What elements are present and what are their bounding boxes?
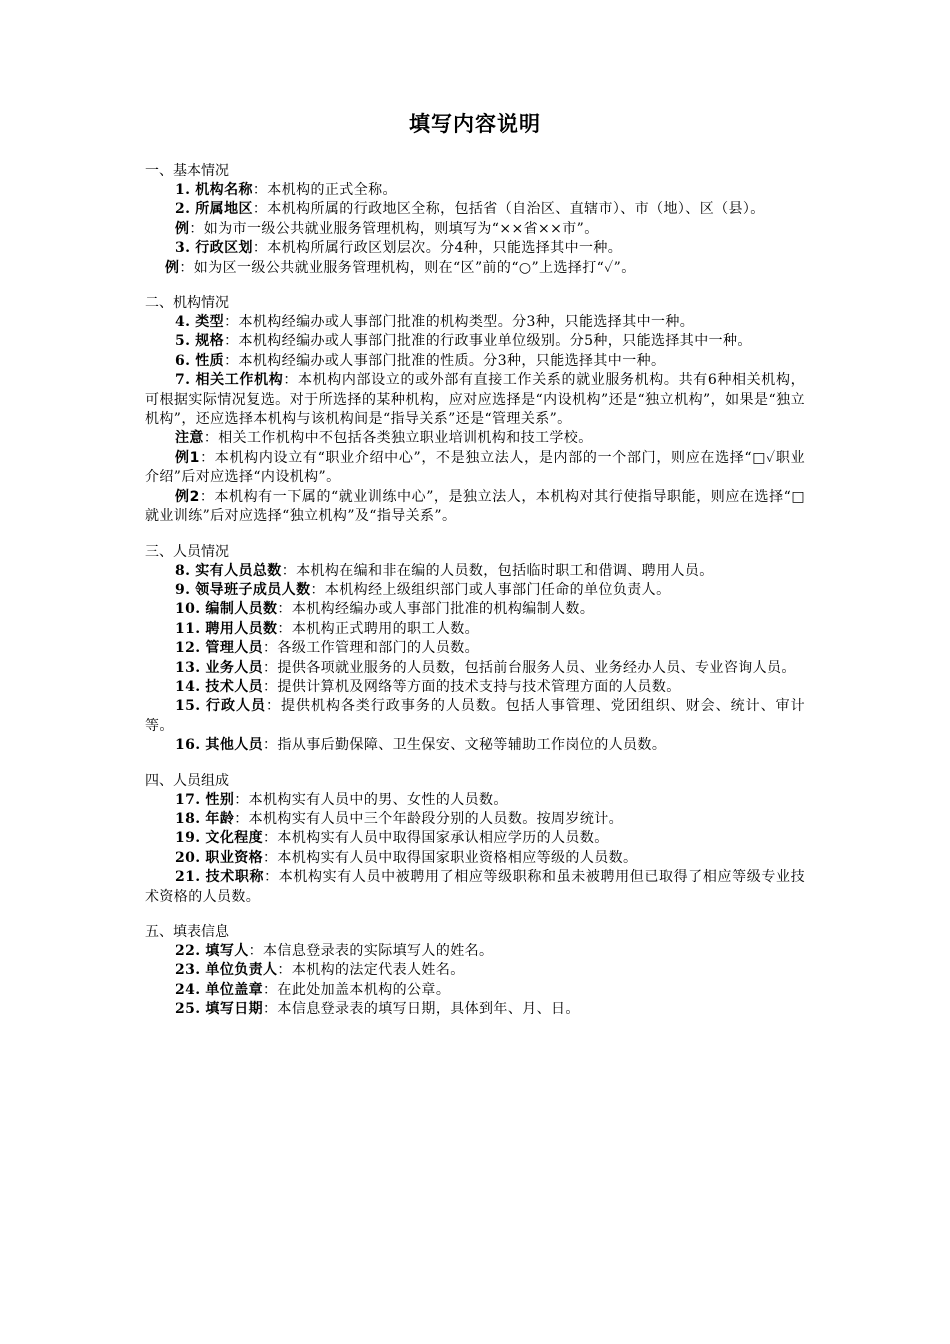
item-description: ：本机构经上级组织部门或人事部门任命的单位负责人。 (310, 581, 671, 598)
instruction-item (145, 659, 805, 678)
item-number: 8. (175, 562, 191, 579)
item-number: 25. (175, 1001, 201, 1018)
item-number: 2. (175, 201, 191, 218)
item-description: ：本信息登录表的填写日期，具体到年、月、日。 (263, 1001, 580, 1018)
instruction-item (145, 332, 805, 351)
item-description: ：本机构所属行政区划层次。分4种，只能选择其中一种。 (252, 240, 623, 257)
item-description: ：本机构经编办或人事部门批准的机构编制人数。 (277, 601, 595, 618)
item-number: 13. (175, 659, 201, 676)
item-number: 19. (175, 830, 201, 847)
instruction-item (145, 429, 805, 448)
item-number: 20. (175, 849, 201, 866)
item-term: 职业资格 (205, 849, 264, 866)
item-term: 编制人员数 (205, 601, 278, 618)
item-description: ：本机构的正式全称。 (252, 182, 397, 198)
item-description: ：本机构有一下属的“就业训练中心”，是独立法人，本机构对其行使指导职能，则应在选择“□就业训练”后对应选择“独立机构”及“指导关系”。 (145, 488, 805, 525)
item-number: 11. (175, 620, 201, 637)
item-term: 所属地区 (195, 201, 253, 218)
section-heading: 五、填表信息 (145, 924, 229, 940)
instruction-item (145, 849, 805, 868)
instruction-item (145, 791, 805, 810)
item-description: ：相关工作机构中不包括各类独立职业培训机构和技工学校。 (203, 430, 593, 447)
item-number: 14. (175, 678, 201, 695)
item-description: ：提供各项就业服务的人员数，包括前台服务人员、业务经办人员、专业咨询人员。 (263, 659, 796, 676)
instruction-item (145, 942, 805, 961)
item-description: ：本机构实有人员中被聘用了相应等级职称和虽未被聘用但已取得了相应等级专业技术资格的人员数。 (145, 869, 805, 905)
section-heading: 二、机构情况 (145, 295, 229, 312)
item-description: ：本机构内部设立的或外部有直接工作关系的就业服务机构。共有6种相关机构，可根据实际情况复选。对于所选择的某种机构，应对应选择是“内设机构”还是“独立机构”，如果是“独立机构”，还应选择本机构与该机构间是“指导关系”还是“管理关系”。 (145, 372, 805, 428)
item-term: 填写人 (205, 943, 249, 959)
item-term: 聘用人员数 (205, 620, 278, 637)
item-term: 规格 (195, 333, 225, 350)
item-number: 3. (175, 240, 191, 257)
instruction-item (145, 200, 805, 219)
item-description: ：本机构经编办或人事部门批准的性质。分3种，只能选择其中一种。 (224, 352, 666, 369)
item-term: 其他人员 (205, 737, 264, 754)
item-description: ：各级工作管理和部门的人员数。 (263, 640, 480, 657)
instruction-item (145, 371, 805, 429)
item-term: 性别 (205, 791, 235, 808)
item-description: ：本机构实有人员中取得国家职业资格相应等级的人员数。 (263, 849, 638, 866)
item-number: 10. (175, 601, 201, 618)
item-number: 21. (175, 869, 201, 886)
item-term: 管理人员 (205, 640, 264, 657)
item-description: ：本机构实有人员中的男、女性的人员数。 (234, 791, 508, 808)
instruction-item (145, 313, 805, 332)
item-term: 类型 (195, 314, 225, 331)
instruction-item (145, 981, 805, 1000)
item-number: 7. (175, 372, 191, 389)
section-heading: 四、人员组成 (145, 772, 229, 789)
instruction-item (145, 449, 805, 488)
section-heading: 三、人员情况 (145, 543, 229, 560)
item-number: 1. (175, 182, 191, 198)
section-heading: 一、基本情况 (145, 163, 229, 179)
instruction-item (145, 961, 805, 980)
item-term: 年龄 (205, 810, 235, 827)
item-number: 22. (175, 943, 201, 959)
item-number: 12. (175, 640, 201, 657)
item-description: ：本机构经编办或人事部门批准的行政事业单位级别。分5种，只能选择其中一种。 (224, 333, 752, 350)
item-number: 5. (175, 333, 191, 350)
instruction-item (145, 639, 805, 658)
instruction-item (145, 352, 805, 371)
item-description: ：本机构内设立有“职业介绍中心”，不是独立法人，是内部的一个部门，则应在选择“□✓职业介绍”后对应选择“内设机构”。 (145, 449, 805, 486)
item-term: 相关工作机构 (195, 372, 284, 389)
instruction-item (145, 1000, 805, 1019)
instruction-item (145, 259, 805, 278)
item-number: 17. (175, 791, 201, 808)
page-title: 填写内容说明 (409, 111, 541, 136)
item-description: ：本机构实有人员中取得国家承认相应学历的人员数。 (263, 830, 609, 847)
item-term: 例 (175, 220, 190, 237)
item-number: 23. (175, 962, 201, 979)
instruction-item (145, 181, 805, 200)
item-number: 4. (175, 314, 191, 331)
item-term: 实有人员总数 (195, 562, 282, 579)
item-term: 注意 (175, 430, 204, 447)
instruction-item (145, 868, 805, 907)
item-description: ：本机构所属的行政地区全称，包括省（自治区、直辖市）、市（地）、区（县）。 (252, 201, 765, 218)
item-term: 例1 (175, 449, 200, 466)
instruction-item (145, 239, 805, 258)
item-number: 15. (175, 698, 201, 715)
item-description: ：本机构实有人员中三个年龄段分别的人员数。按周岁统计。 (234, 810, 624, 827)
item-term: 领导班子成员人数 (195, 581, 311, 598)
instruction-item (145, 810, 805, 829)
item-description: ：指从事后勤保障、卫生保安、文秘等辅助工作岗位的人员数。 (263, 737, 667, 754)
item-term: 单位盖章 (205, 981, 264, 998)
item-description: ：提供机构各类行政事务的人员数。包括人事管理、党团组织、财会、统计、审计等。 (145, 698, 805, 734)
instruction-item (145, 488, 805, 527)
item-term: 文化程度 (205, 830, 264, 847)
item-number: 6. (175, 352, 191, 369)
item-term: 例 (165, 259, 180, 276)
item-description: ：如为区一级公共就业服务管理机构，则在“区”前的“○”上选择打“✓”。 (179, 259, 636, 276)
item-description: ：本机构在编和非在编的人员数，包括临时职工和借调、聘用人员。 (281, 562, 714, 579)
item-term: 单位负责人 (205, 962, 278, 979)
item-description: ：如为市一级公共就业服务管理机构，则填写为“××省××市”。 (189, 220, 599, 237)
item-term: 行政区划 (195, 240, 253, 257)
item-term: 例2 (175, 488, 200, 505)
item-term: 性质 (195, 352, 225, 369)
item-number: 18. (175, 810, 201, 827)
instruction-item (145, 678, 805, 697)
item-description: ：本机构的法定代表人姓名。 (277, 962, 465, 979)
instructions-body (145, 162, 805, 1020)
instruction-item (145, 562, 805, 581)
instruction-item (145, 829, 805, 848)
item-description: ：在此处加盖本机构的公章。 (263, 981, 451, 998)
instruction-item (145, 581, 805, 600)
item-term: 技术人员 (205, 678, 264, 695)
instruction-item (145, 697, 805, 736)
instruction-item (145, 600, 805, 619)
item-term: 填写日期 (205, 1001, 264, 1018)
instruction-item (145, 620, 805, 639)
item-term: 机构名称 (195, 182, 253, 198)
item-description: ：本机构正式聘用的职工人数。 (277, 620, 480, 637)
item-term: 技术职称 (205, 869, 265, 886)
item-description: ：本机构经编办或人事部门批准的机构类型。分3种，只能选择其中一种。 (224, 314, 695, 331)
item-description: ：本信息登录表的实际填写人的姓名。 (248, 943, 494, 959)
item-number: 9. (175, 581, 191, 598)
item-number: 24. (175, 981, 201, 998)
instruction-item (145, 220, 805, 239)
item-term: 业务人员 (205, 659, 264, 676)
item-description: ：提供计算机及网络等方面的技术支持与技术管理方面的人员数。 (263, 678, 681, 695)
item-term: 行政人员 (206, 698, 266, 715)
instruction-item (145, 736, 805, 755)
item-number: 16. (175, 737, 201, 754)
